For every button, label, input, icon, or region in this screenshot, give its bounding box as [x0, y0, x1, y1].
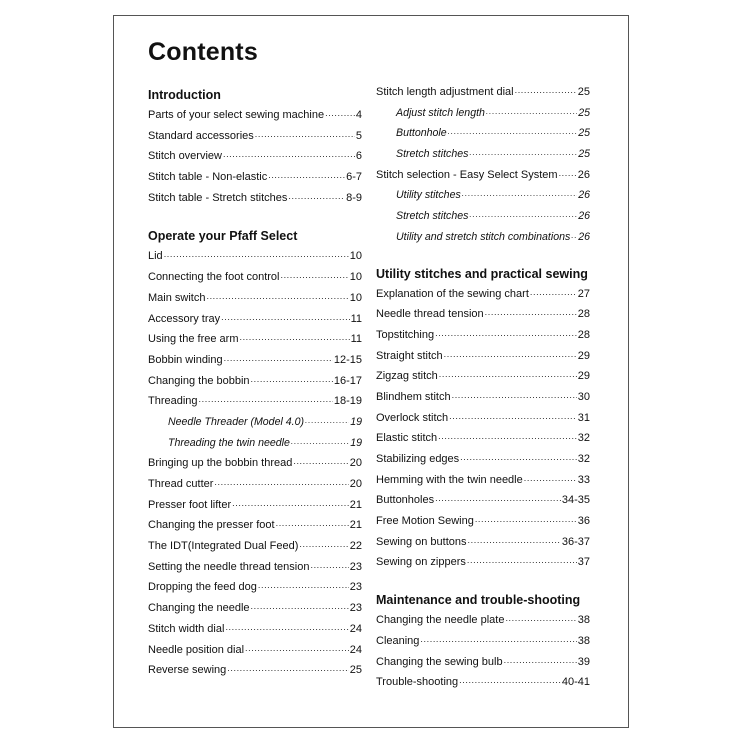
toc-entry[interactable]: Bobbin winding ..... 12-15	[148, 350, 362, 371]
toc-entry[interactable]: Accessory tray ..... 11	[148, 309, 362, 330]
toc-entry[interactable]: Cleaning ..... 38	[376, 631, 590, 652]
toc-entry[interactable]: Straight stitch ..... 29	[376, 346, 590, 367]
toc-entry[interactable]: Topstitching ..... 28	[376, 325, 590, 346]
toc-entry[interactable]: Changing the presser foot ..... 21	[148, 515, 362, 536]
section-heading-operate: Operate your Pfaff Select	[148, 229, 298, 244]
toc-right-column	[376, 82, 590, 693]
toc-entry[interactable]: Stabilizing edges ..... 32	[376, 449, 590, 470]
toc-entry[interactable]: Sewing on zippers ..... 37	[376, 552, 590, 573]
toc-entry[interactable]: Dropping the feed dog ..... 23	[148, 577, 362, 598]
toc-entry[interactable]: Changing the needle ..... 23	[148, 598, 362, 619]
toc-entry[interactable]: Reverse sewing ..... 25	[148, 660, 362, 681]
toc-entry[interactable]: Needle position dial ..... 24	[148, 640, 362, 661]
toc-entry[interactable]: Changing the needle plate ..... 38	[376, 610, 590, 631]
toc-entry[interactable]: Changing the bobbin ..... 16-17	[148, 371, 362, 392]
section-heading-utility: Utility stitches and practical sewing	[376, 266, 588, 281]
toc-entry[interactable]: Trouble-shooting ..... 40-41	[376, 672, 590, 693]
toc-entry[interactable]: Main switch ..... 10	[148, 288, 362, 309]
toc-entry[interactable]: Using the free arm ..... 11	[148, 329, 362, 350]
toc-entry[interactable]: Stitch selection - Easy Select System ..... 26	[376, 165, 590, 186]
toc-entry[interactable]: Needle thread tension ..... 28	[376, 304, 590, 325]
toc-entry[interactable]: Explanation of the sewing chart ..... 27	[376, 284, 590, 305]
toc-entry[interactable]: The IDT(Integrated Dual Feed) ..... 22	[148, 536, 362, 557]
toc-entry[interactable]: Thread cutter ..... 20	[148, 474, 362, 495]
toc-subentry[interactable]: Needle Threader (Model 4.0) ..... 19	[148, 412, 362, 433]
toc-entry[interactable]: Bringing up the bobbin thread ..... 20	[148, 453, 362, 474]
toc-entry[interactable]: Hemming with the twin needle ..... 33	[376, 470, 590, 491]
toc-subentry[interactable]: Stretch stitches ..... 25	[376, 144, 590, 165]
toc-entry[interactable]: Free Motion Sewing ..... 36	[376, 511, 590, 532]
toc-entry[interactable]: Lid ..... 10	[148, 246, 362, 267]
toc-subentry[interactable]: Threading the twin needle ..... 19	[148, 433, 362, 454]
toc-entry[interactable]: Elastic stitch ..... 32	[376, 428, 590, 449]
toc-entry[interactable]: Sewing on buttons ..... 36-37	[376, 532, 590, 553]
toc-entry[interactable]: Parts of your select sewing machine ..... 4	[148, 105, 362, 126]
toc-subentry[interactable]: Adjust stitch length ..... 25	[376, 103, 590, 124]
page-title: Contents	[148, 38, 258, 66]
toc-entry[interactable]: Stitch width dial ..... 24	[148, 619, 362, 640]
toc-entry[interactable]: Changing the sewing bulb ..... 39	[376, 652, 590, 673]
toc-entry[interactable]: Setting the needle thread tension ..... 23	[148, 557, 362, 578]
toc-entry[interactable]: Presser foot lifter ..... 21	[148, 495, 362, 516]
toc-entry[interactable]: Stitch table - Stretch stitches ..... 8-9	[148, 188, 362, 209]
toc-entry[interactable]: Overlock stitch ..... 31	[376, 408, 590, 429]
toc-entry[interactable]: Standard accessories ..... 5	[148, 126, 362, 147]
toc-entry[interactable]: Stitch overview ..... 6	[148, 146, 362, 167]
toc-entry[interactable]: Stitch length adjustment dial ..... 25	[376, 82, 590, 103]
toc-entry[interactable]: Stitch table - Non-elastic ..... 6-7	[148, 167, 362, 188]
toc-entry[interactable]: Zigzag stitch ..... 29	[376, 366, 590, 387]
section-heading-maintenance: Maintenance and trouble-shooting	[376, 593, 581, 608]
toc-subentry[interactable]: Utility and stretch stitch combinations ..... 26	[376, 227, 590, 248]
toc-entry[interactable]: Threading ..... 18-19	[148, 391, 362, 412]
toc-entry[interactable]: Connecting the foot control ..... 10	[148, 267, 362, 288]
section-heading-introduction: Introduction	[148, 88, 221, 102]
toc-left-column	[148, 85, 362, 681]
toc-entry[interactable]: Blindhem stitch ..... 30	[376, 387, 590, 408]
toc-subentry[interactable]: Buttonhole ..... 25	[376, 123, 590, 144]
toc-subentry[interactable]: Utility stitches ..... 26	[376, 185, 590, 206]
toc-subentry[interactable]: Stretch stitches ..... 26	[376, 206, 590, 227]
toc-entry[interactable]: Buttonholes ..... 34-35	[376, 490, 590, 511]
